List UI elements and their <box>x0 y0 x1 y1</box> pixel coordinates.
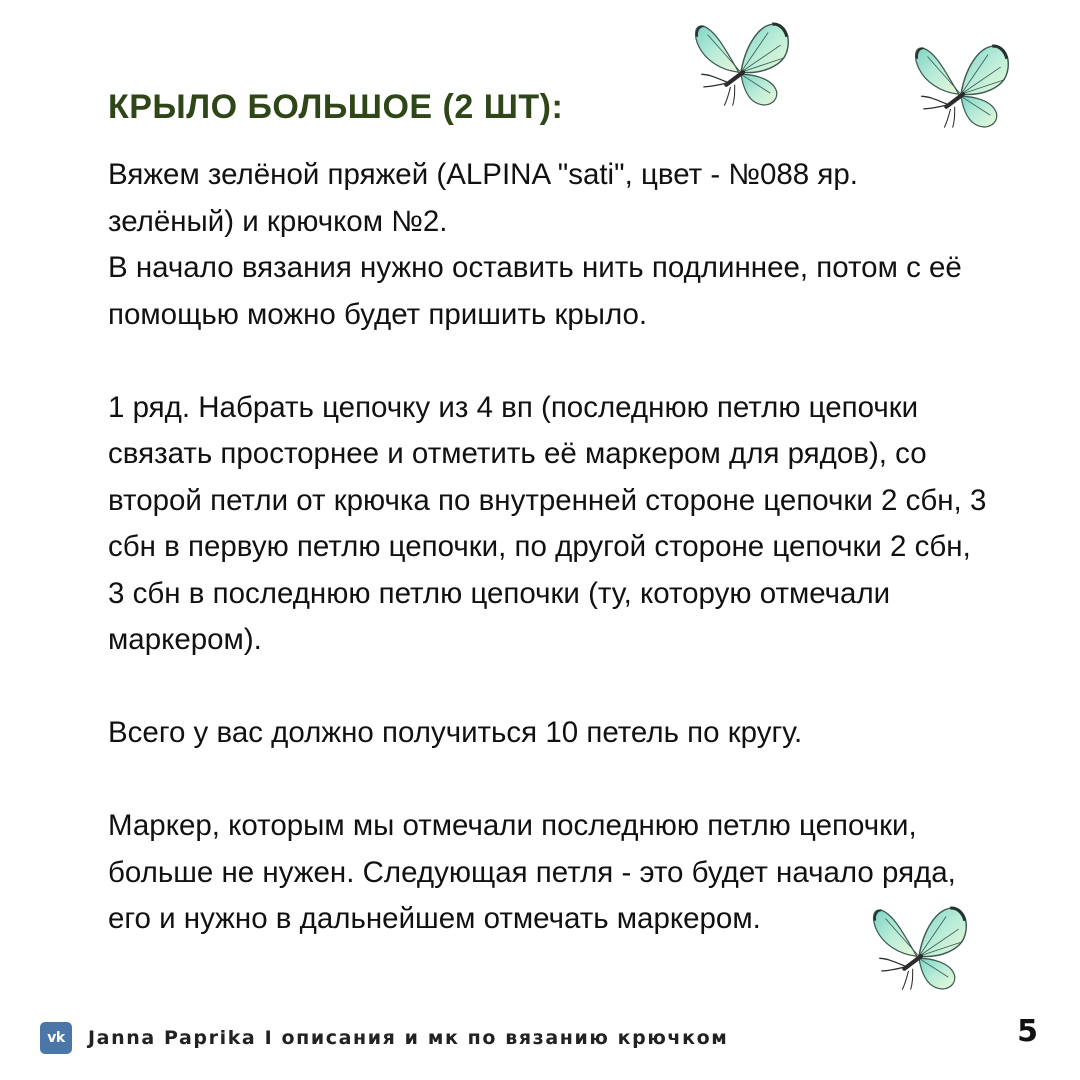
butterfly-icon <box>904 42 1020 136</box>
page-title: КРЫЛО БОЛЬШОЕ (2 ШТ): <box>108 88 564 126</box>
footer-author-text: Janna Paprika I описания и мк по вязанию крючком <box>88 1027 729 1049</box>
butterfly-icon <box>684 20 800 114</box>
paragraph-total: Всего у вас должно получиться 10 петель по кругу. <box>108 716 803 749</box>
paragraph-gap <box>108 338 988 385</box>
paragraph-thread: В начало вязания нужно оставить нить подлиннее, потом с её помощью можно будет пришить крыло. <box>108 251 962 331</box>
instructions-body <box>108 152 988 943</box>
vk-logo-icon[interactable]: vk <box>40 1022 72 1054</box>
paragraph-gap <box>108 757 988 804</box>
footer <box>40 1020 1050 1056</box>
paragraph-gap <box>108 664 988 711</box>
paragraph-row-1: 1 ряд. Набрать цепочку из 4 вп (последнюю петлю цепочки связать просторнее и отметить её маркером для рядов), со второй петли от крючка по внутренней стороне цепочки 2 сбн, 3 сбн в первую петлю цепочки, по другой стороне цепочки 2 сбн, 3 сбн в последнюю петлю цепочки (ту, которую отмечали маркером). <box>108 390 987 656</box>
paragraph-yarn: Вяжем зелёной пряжей (ALPINA "sati", цвет - №088 яр. зелёный) и крючком №2. <box>108 158 858 238</box>
butterfly-icon <box>862 904 978 998</box>
page-number: 5 <box>1017 1014 1038 1049</box>
paragraph-marker: Маркер, которым мы отмечали последнюю петлю цепочки, больше не нужен. Следующая петля - это будет начало ряда, его и нужно в дальнейшем отмечать маркером. <box>108 809 956 935</box>
